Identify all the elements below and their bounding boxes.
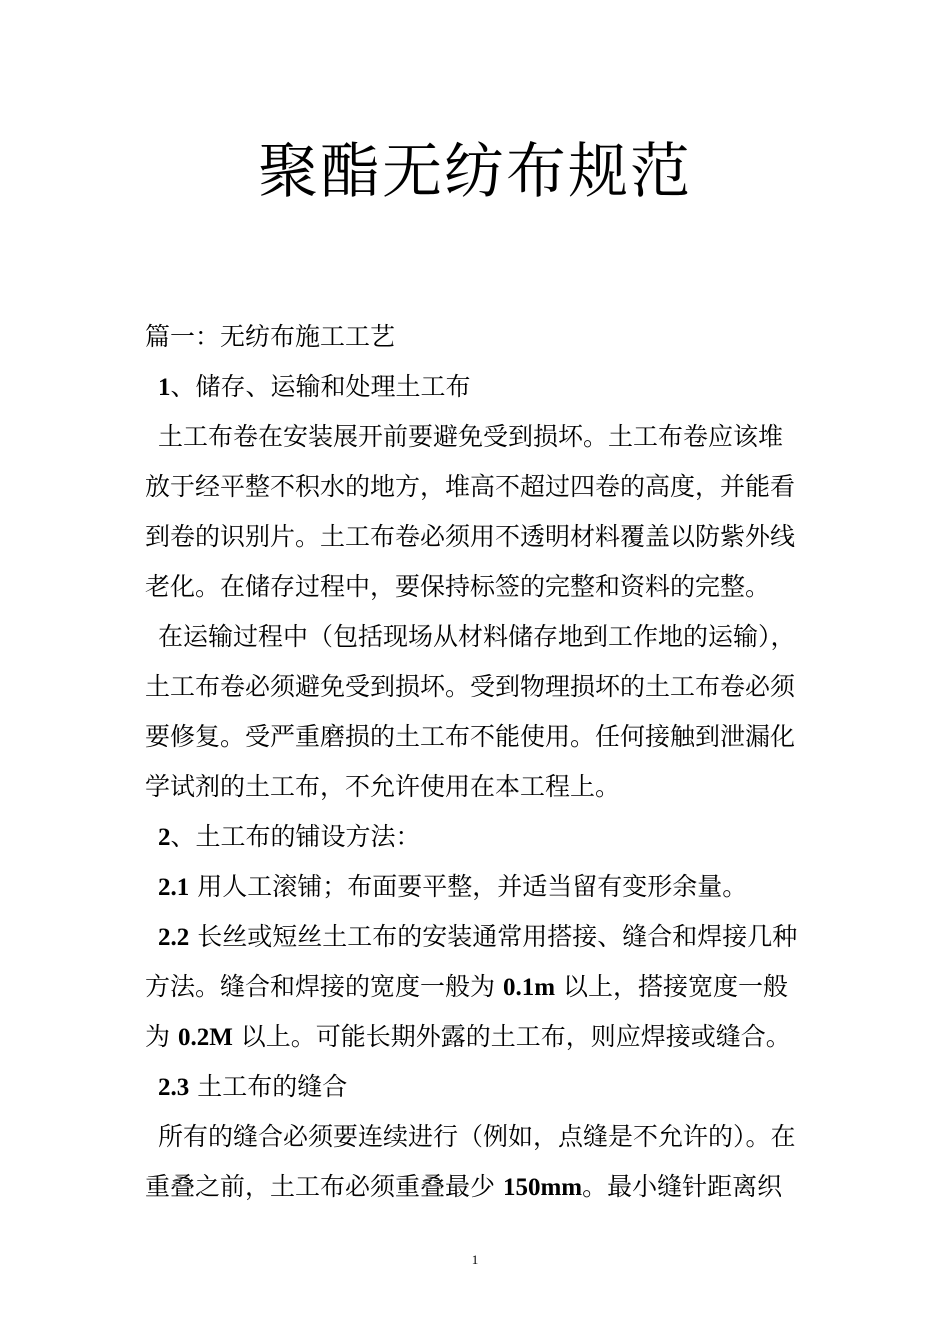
value-run: 0.2M (177, 1024, 233, 1051)
subheading-1 (145, 362, 815, 412)
clause-2-3-number: 2.3 (158, 1074, 190, 1101)
paragraph-line: 到卷的识别片。土工布卷必须用不透明材料覆盖以防紫外线 (145, 522, 796, 551)
subheading-1-number: 1 (158, 374, 171, 401)
clause-2-2-text: 长丝或短丝土工布的安装通常用搭接、缝合和焊接几种 (189, 922, 798, 951)
document-body (145, 312, 815, 1212)
text-run: 为 (145, 1022, 178, 1051)
clause-2-1 (145, 862, 815, 912)
paragraph-line: 老化。在储存过程中，要保持标签的完整和资料的完整。 (145, 572, 771, 601)
text-run: 以上，搭接宽度一般 (555, 972, 788, 1001)
paragraph-line: 土工布卷必须避免受到损坏。受到物理损坏的土工布卷必须 (145, 672, 796, 701)
paragraph-line: 所有的缝合必须要连续进行（例如，点缝是不允许的）。在 (158, 1122, 796, 1151)
text-run: 。最小缝针距离织 (582, 1172, 783, 1201)
clause-2-3-text: 土工布的缝合 (189, 1072, 348, 1101)
subheading-1-text: 、储存、运输和处理土工布 (170, 372, 471, 401)
clause-2-1-text: 用人工滚铺；布面要平整，并适当留有变形余量。 (189, 872, 748, 901)
paragraph-line: 在运输过程中（包括现场从材料储存地到工作地的运输）， (158, 622, 796, 651)
clause-2-3 (145, 1062, 815, 1112)
clause-2-2 (145, 912, 815, 962)
text-run: 重叠之前，土工布必须重叠最少 (145, 1172, 503, 1201)
paragraph-line (145, 962, 815, 1012)
paragraph-line: 放于经平整不积水的地方，堆高不超过四卷的高度，并能看 (145, 472, 796, 501)
value-run: 0.1m (502, 974, 556, 1001)
value-run: 150mm (502, 1174, 583, 1201)
paragraph-line (145, 1012, 815, 1062)
text-run: 方法。缝合和焊接的宽度一般为 (145, 972, 503, 1001)
subheading-2-number: 2 (158, 824, 171, 851)
clause-2-2-number: 2.2 (158, 924, 190, 951)
subheading-2-text: 、土工布的铺设方法： (170, 822, 421, 851)
paragraph-line: 要修复。受严重磨损的土工布不能使用。任何接触到泄漏化 (145, 722, 796, 751)
section-heading: 篇一：无纺布施工工艺 (145, 322, 396, 351)
paragraph-line (145, 1162, 815, 1212)
clause-2-1-number: 2.1 (158, 874, 190, 901)
subheading-2 (145, 812, 815, 862)
document-title: 聚酯无纺布规范 (258, 137, 692, 207)
page-number: 1 (471, 1252, 479, 1267)
text-run: 以上。可能长期外露的土工布，则应焊接或缝合。 (232, 1022, 791, 1051)
paragraph-line: 学试剂的土工布，不允许使用在本工程上。 (145, 772, 621, 801)
paragraph-line: 土工布卷在安装展开前要避免受到损坏。土工布卷应该堆 (158, 422, 784, 451)
